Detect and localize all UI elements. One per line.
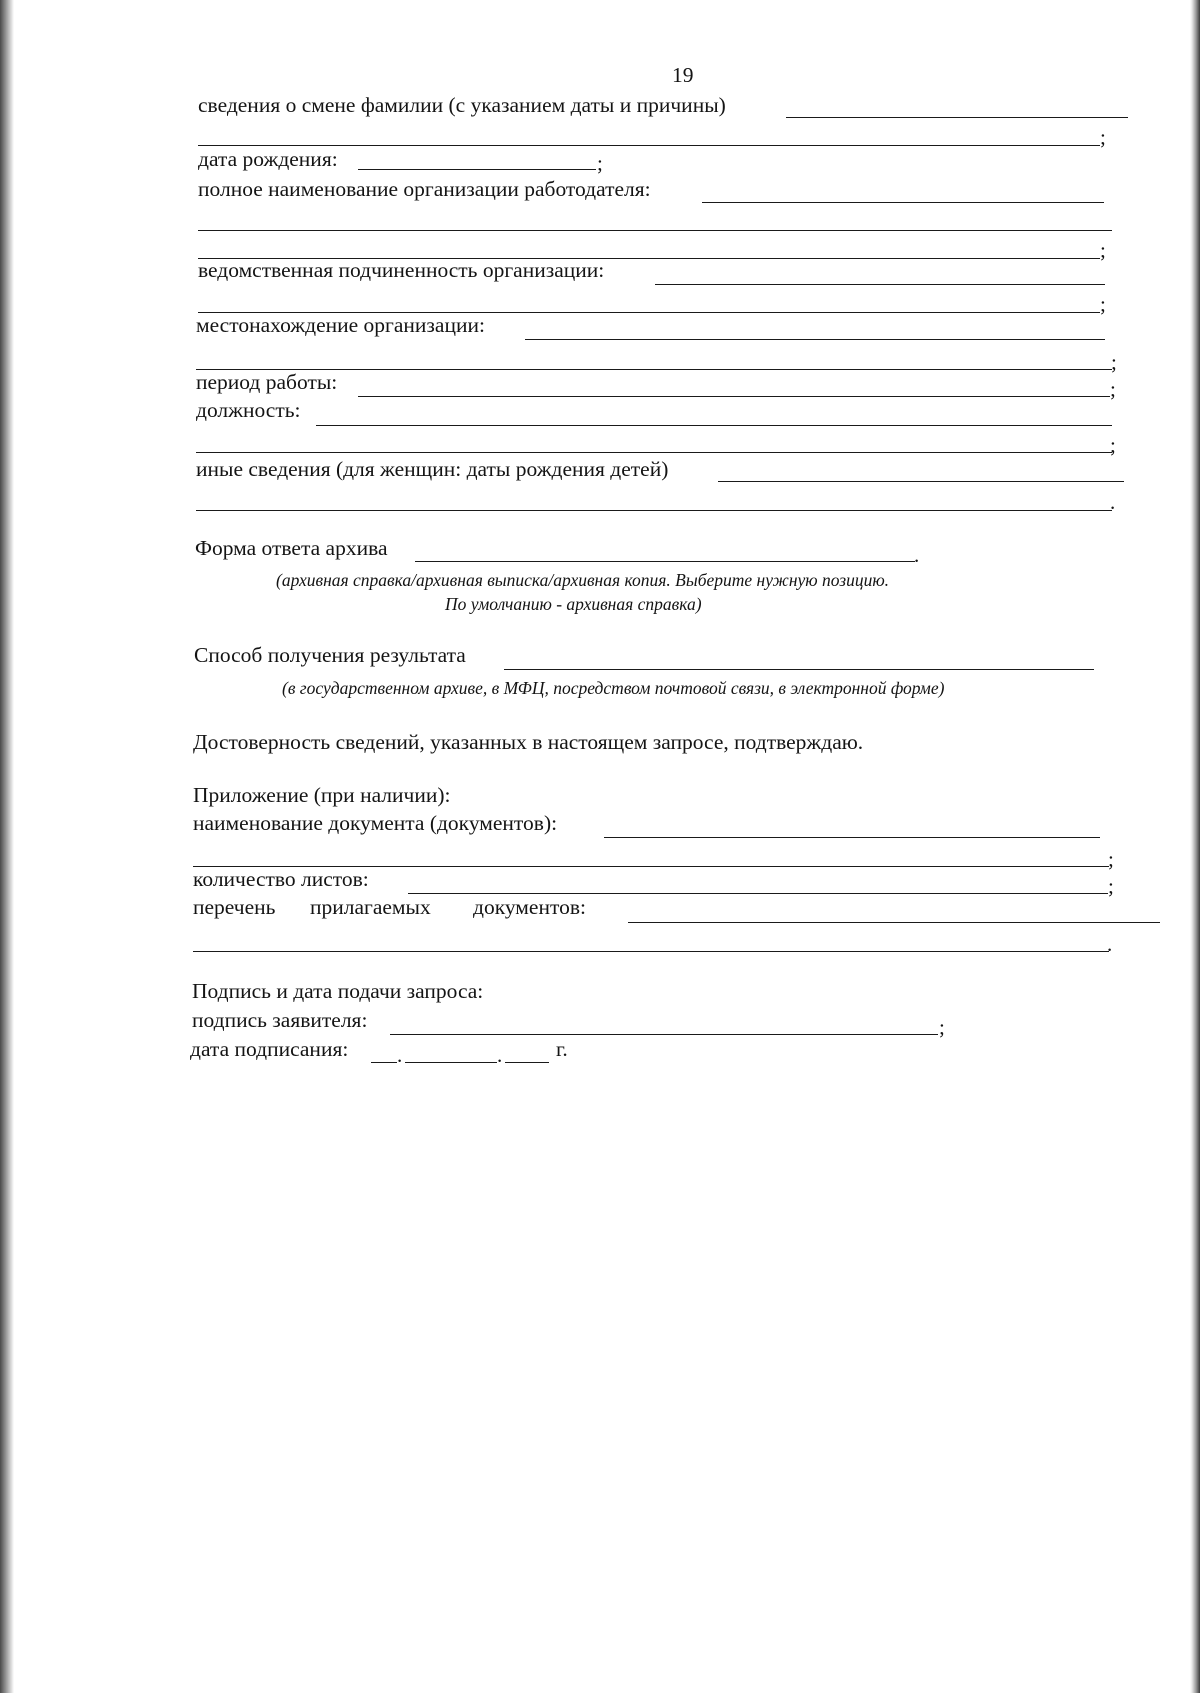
signing-day-field[interactable] bbox=[371, 1062, 397, 1063]
response-form-line[interactable] bbox=[415, 561, 915, 562]
signing-month-field[interactable] bbox=[405, 1062, 497, 1063]
work-period-line[interactable] bbox=[358, 396, 1110, 397]
work-period-label: период работы: bbox=[196, 370, 338, 394]
period: . bbox=[1110, 490, 1116, 514]
sheets-label: количество листов: bbox=[193, 867, 369, 891]
period: . bbox=[497, 1043, 503, 1067]
employer-name-line-1[interactable] bbox=[702, 202, 1104, 203]
attachment-list-line-1[interactable] bbox=[628, 922, 1160, 923]
employer-name-label: полное наименование организации работодателя: bbox=[198, 177, 651, 201]
period: . bbox=[1107, 932, 1113, 956]
position-line-2[interactable] bbox=[196, 452, 1112, 453]
period: . bbox=[397, 1043, 403, 1067]
attachment-list-word-2: прилагаемых bbox=[310, 895, 431, 919]
signing-year-field[interactable] bbox=[505, 1062, 549, 1063]
semicolon: ; bbox=[1100, 238, 1106, 262]
semicolon: ; bbox=[1110, 377, 1116, 401]
surname-change-line-1[interactable] bbox=[786, 117, 1128, 118]
signing-date-label: дата подписания: bbox=[190, 1037, 349, 1061]
confirmation-text: Достоверность сведений, указанных в настоящем запросе, подтверждаю. bbox=[193, 730, 864, 754]
doc-name-label: наименование документа (документов): bbox=[193, 811, 558, 835]
applicant-signature-label: подпись заявителя: bbox=[192, 1008, 368, 1032]
scan-edge-right bbox=[1190, 0, 1200, 1693]
signature-heading: Подпись и дата подачи запроса: bbox=[192, 979, 484, 1003]
birth-date-line[interactable] bbox=[358, 169, 596, 170]
response-form-hint-2: По умолчанию - архивная справка) bbox=[445, 594, 702, 614]
attachment-list-word-3: документов: bbox=[473, 895, 586, 919]
location-line-1[interactable] bbox=[525, 339, 1105, 340]
semicolon: ; bbox=[1108, 847, 1114, 871]
semicolon: ; bbox=[1100, 125, 1106, 149]
period: . bbox=[914, 543, 920, 567]
attachment-heading: Приложение (при наличии): bbox=[193, 783, 451, 807]
doc-name-line-1[interactable] bbox=[604, 837, 1100, 838]
applicant-signature-line[interactable] bbox=[390, 1034, 938, 1035]
page-number: 19 bbox=[672, 63, 694, 87]
semicolon: ; bbox=[1108, 874, 1114, 898]
semicolon: ; bbox=[1111, 350, 1117, 374]
response-form-hint-1: (архивная справка/архивная выписка/архивная копия. Выберите нужную позицию. bbox=[276, 570, 890, 590]
delivery-line[interactable] bbox=[504, 669, 1094, 670]
response-form-label: Форма ответа архива bbox=[195, 536, 388, 560]
subordination-line-1[interactable] bbox=[655, 284, 1105, 285]
delivery-hint: (в государственном архиве, в МФЦ, посредством почтовой связи, в электронной форме) bbox=[282, 678, 945, 698]
semicolon: ; bbox=[1100, 292, 1106, 316]
attachment-list-line-2[interactable] bbox=[193, 951, 1109, 952]
semicolon: ; bbox=[597, 151, 603, 175]
surname-change-label: сведения о смене фамилии (с указанием даты и причины) bbox=[198, 93, 726, 117]
delivery-label: Способ получения результата bbox=[194, 643, 466, 667]
other-info-line-1[interactable] bbox=[718, 481, 1124, 482]
semicolon: ; bbox=[1110, 433, 1116, 457]
other-info-label: иные сведения (для женщин: даты рождения детей) bbox=[196, 457, 669, 481]
position-line-1[interactable] bbox=[316, 425, 1112, 426]
employer-name-line-2[interactable] bbox=[198, 230, 1112, 231]
position-label: должность: bbox=[196, 398, 301, 422]
birth-date-label: дата рождения: bbox=[198, 147, 338, 171]
scan-edge-left bbox=[0, 0, 14, 1693]
location-label: местонахождение организации: bbox=[196, 313, 485, 337]
other-info-line-2[interactable] bbox=[196, 510, 1112, 511]
year-suffix: г. bbox=[556, 1037, 568, 1061]
attachment-list-word-1: перечень bbox=[193, 895, 276, 919]
subordination-label: ведомственная подчиненность организации: bbox=[198, 258, 605, 282]
semicolon: ; bbox=[939, 1015, 945, 1039]
